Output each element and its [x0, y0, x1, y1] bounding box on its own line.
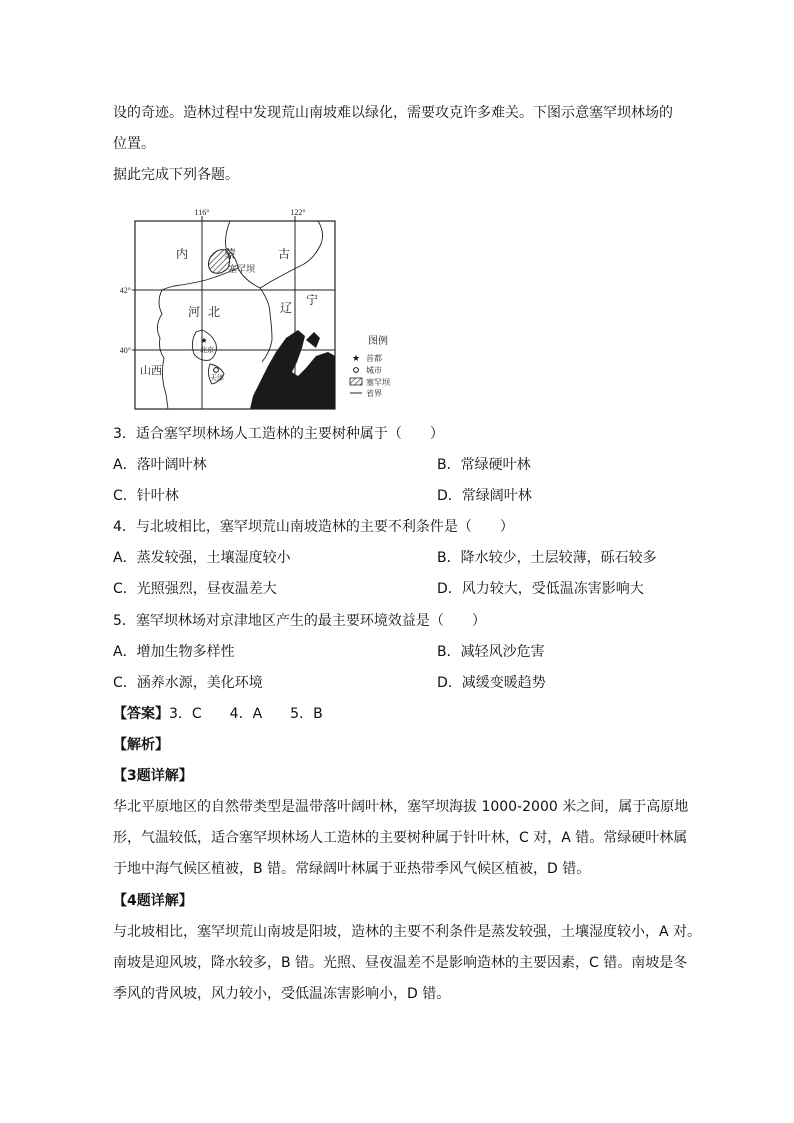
q4-detail-label: 【4题详解】: [113, 893, 193, 909]
legend-title: 图例: [368, 336, 388, 347]
intro-line-1: 设的奇迹。造林过程中发现荒山南坡难以绿化，需要攻克许多难关。下图示意塞罕坝林场的: [113, 105, 673, 121]
question-5-option-a: A．增加生物多样性: [113, 644, 235, 660]
question-3-option-c: C．针叶林: [113, 488, 179, 504]
label-nei: 内: [176, 247, 189, 261]
question-5-option-c: C．涵养水源，美化环境: [113, 675, 263, 691]
longitude-116-label: 116°: [194, 208, 210, 217]
legend-city-icon: [354, 368, 359, 373]
q3-detail-label: 【3题详解】: [113, 768, 193, 784]
question-4-option-d: D．风力较大，受低温冻害影响大: [437, 581, 644, 597]
question-4-stem: 4．与北坡相比，塞罕坝荒山南坡造林的主要不利条件是（ ）: [113, 519, 514, 535]
saihanba-location-map: [120, 206, 430, 412]
tianjin-city-dot: [214, 368, 219, 373]
legend-city: 城市: [366, 366, 382, 375]
question-3-option-a: A．落叶阔叶林: [113, 457, 207, 473]
province-border: [260, 221, 323, 288]
label-ning: 宁: [306, 293, 319, 307]
q3-detail-line-2: 形，气温较低，适合塞罕坝林场人工造林的主要树种属于针叶林，C 对，A 错。常绿硬叶林属: [113, 830, 688, 846]
question-5-option-b: B．减轻风沙危害: [437, 644, 545, 660]
legend-star-icon: ★: [352, 354, 361, 364]
q3-detail-line-1: 华北平原地区的自然带类型是温带落叶阔叶林，塞罕坝海拔 1000-2000 米之间，属于高原地: [113, 799, 689, 815]
question-4-option-b: B．降水较少，土层较薄，砾石较多: [437, 550, 657, 566]
label-bei: 北: [208, 305, 221, 319]
label-he: 河: [188, 305, 201, 319]
answer-text: 3．C 4．A 5．B: [169, 706, 323, 722]
label-gu: 古: [278, 247, 291, 261]
label-tianjin: 天津: [210, 374, 224, 382]
legend-capital: 首都: [366, 354, 382, 363]
legend-saihanba-icon: [350, 378, 362, 385]
capital-star-icon: ★: [200, 336, 208, 345]
question-5-stem: 5．塞罕坝林场对京津地区产生的最主要环境效益是（ ）: [113, 613, 486, 629]
province-border: [162, 268, 238, 290]
intro-line-3: 据此完成下列各题。: [113, 167, 239, 183]
question-4-option-a: A．蒸发较强，土壤湿度较小: [113, 550, 291, 566]
question-5-option-d: D．减缓变暖趋势: [437, 675, 546, 691]
intro-line-2: 位置。: [113, 136, 155, 152]
label-liao: 辽: [280, 301, 293, 315]
label-saihanba: 塞罕坝: [228, 265, 256, 275]
analysis-label: 【解析】: [113, 737, 169, 753]
province-border: [226, 221, 273, 362]
question-3-option-d: D．常绿阔叶林: [437, 488, 532, 504]
label-meng: 蒙: [224, 247, 237, 261]
question-3-option-b: B．常绿硬叶林: [437, 457, 531, 473]
question-4-option-c: C．光照强烈，昼夜温差大: [113, 581, 277, 597]
answer-label: 【答案】: [113, 706, 169, 722]
legend-saihanba: 塞罕坝: [366, 378, 390, 387]
q3-detail-line-3: 于地中海气候区植被，B 错。常绿阔叶林属于亚热带季风气候区植被，D 错。: [113, 861, 591, 877]
answer-line: [113, 705, 323, 723]
q4-detail-line-1: 与北坡相比，塞罕坝荒山南坡是阳坡，造林的主要不利条件是蒸发较强，土壤湿度较小，A 对。: [113, 924, 702, 940]
label-shanxi: 山西: [140, 364, 162, 377]
latitude-42-label: 42°: [120, 286, 131, 295]
sea-area: [250, 330, 335, 409]
q4-detail-line-3: 季风的背风坡，风力较小，受低温冻害影响小，D 错。: [113, 986, 451, 1002]
question-3-stem: 3．适合塞罕坝林场人工造林的主要树种属于（ ）: [113, 426, 444, 442]
longitude-122-label: 122°: [290, 208, 306, 217]
legend-border: 省界: [366, 389, 382, 398]
label-beijing: 北京: [200, 346, 214, 354]
q4-detail-line-2: 南坡是迎风坡，降水较多，B 错。光照、昼夜温差不是影响造林的主要因素，C 错。南坡是冬: [113, 955, 688, 971]
latitude-40-label: 40°: [120, 346, 131, 355]
